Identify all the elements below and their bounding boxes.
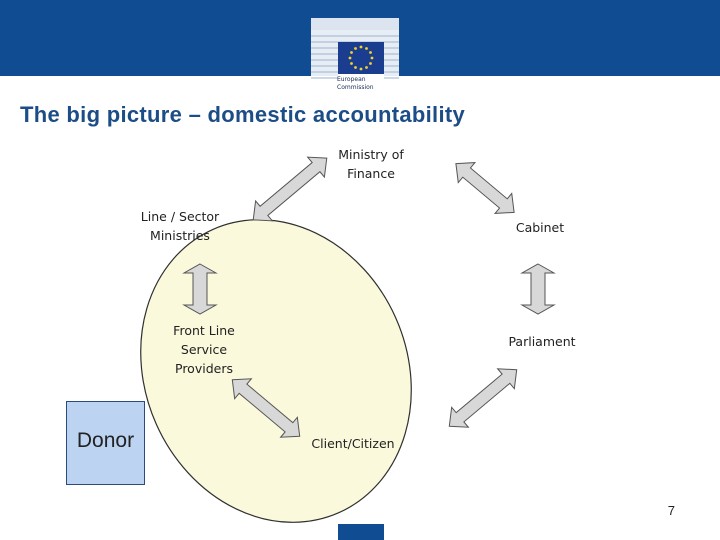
page-number: 7 [667, 503, 675, 518]
node-client-citizen-label: Client/Citizen [311, 436, 395, 451]
node-parliament [494, 332, 590, 351]
node-front-line-line2: Service [180, 342, 228, 357]
node-ministry-line1: Ministry of [338, 147, 404, 162]
arrow-cabinet-parliament [522, 264, 554, 314]
node-donor-box [66, 401, 145, 485]
logo-text-line1: European [337, 76, 366, 83]
node-donor-label: Donor [76, 429, 135, 452]
node-cabinet-label: Cabinet [515, 220, 565, 235]
arrow-finance-cabinet [448, 154, 523, 223]
node-client-citizen [298, 434, 408, 453]
node-front-line-line3: Providers [175, 361, 233, 376]
arrow-parliament-client [441, 360, 525, 436]
node-front-line-service-providers [154, 321, 254, 378]
node-ministry-of-finance [318, 145, 424, 183]
node-parliament-label: Parliament [508, 334, 576, 349]
node-line-sector-ministries [120, 207, 240, 245]
node-line-sector-line2: Ministries [150, 228, 210, 243]
logo-text-line2: Commission [337, 84, 374, 91]
node-ministry-line2: Finance [347, 166, 395, 181]
slide-title: The big picture – domestic accountability [20, 102, 466, 127]
node-front-line-line1: Front Line [173, 323, 235, 338]
node-cabinet [500, 218, 580, 237]
node-line-sector-line1: Line / Sector [140, 209, 220, 224]
footer-tab [338, 524, 384, 540]
